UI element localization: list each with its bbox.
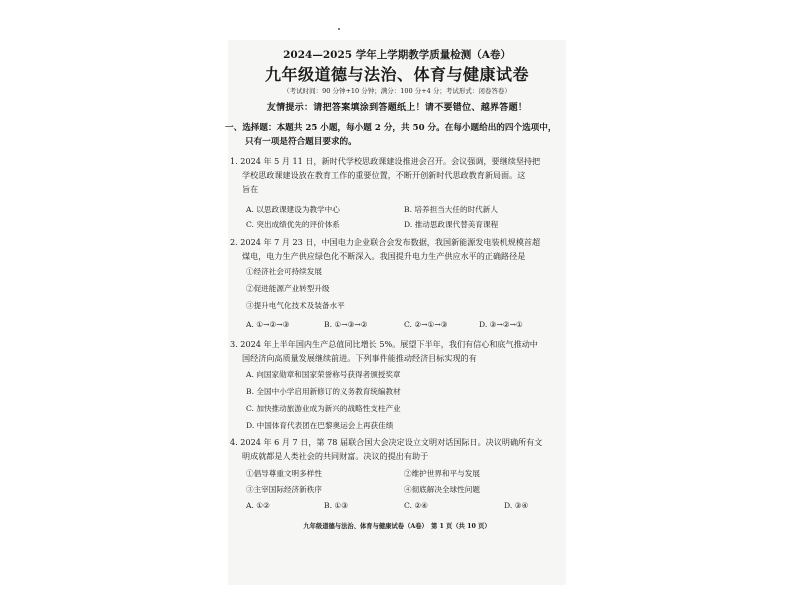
q2-item-2: ②促进能源产业转型升级 [246,284,330,293]
q2-stem-line2: 煤电，电力生产供应绿色化不断深入。我国提升电力生产供应水平的正确路径是 [242,251,526,261]
q4-item-4: ④彻底解决全球性问题 [404,485,480,494]
q4-option-b: B. ①③ [324,501,349,510]
friendly-tip: 友情提示：请把答案填涂到答题纸上！请不要错位、越界答题！ [266,103,528,113]
q3-option-a: A. 向国家勋章和国家荣誉称号获得者颁授奖章 [246,370,401,379]
q2-option-a: A. ①→②→③ [246,320,290,329]
q4-item-3: ③主宰国际经济新秩序 [246,485,322,494]
q1-option-d: D. 推动思政课代替美育课程 [404,220,499,229]
q1-stem-line1: 1. 2024 年 5 月 11 日，新时代学校思政课建设推进会召开。会议强调，要继续坚持把 [230,156,541,166]
q2-option-c: C. ②→①→③ [404,320,448,329]
exam-period-title: 2024—2025 学年上学期教学质量检测（A卷） [283,49,511,61]
page-footer: 九年级道德与法治、体育与健康试卷（A卷） 第 1 页（共 10 页） [303,523,491,530]
q2-option-d: D. ③→②→① [479,320,523,329]
q2-item-3: ③提升电气化技术及装备水平 [246,301,345,310]
q3-option-c: C. 加快推动旅游业成为新兴的战略性支柱产业 [246,404,401,413]
q4-option-a: A. ①② [246,501,270,510]
exam-page [225,40,566,585]
section-heading: 一、选择题：本题共 25 小题，每小题 2 分，共 50 分。在每小题给出的四个选项中， [225,123,557,133]
q3-option-b: B. 全国中小学启用新修订的义务教育统编教材 [246,387,401,396]
exam-info: （考试时间：90 分钟+10 分钟；满分：100 分+4 分；考试形式：闭卷答卷） [283,87,511,95]
q4-stem-line1: 4. 2024 年 6 月 7 日，第 78 届联合国大会决定设立文明对话国际日。决议明确所有文 [230,437,543,447]
q4-item-2: ②维护世界和平与发展 [404,469,480,478]
q3-option-d: D. 中国体育代表团在巴黎奥运会上再获佳绩 [246,421,394,430]
q2-item-1: ①经济社会可持续发展 [246,267,322,276]
section-heading-cont: 只有一项是符合题目要求的。 [245,137,357,147]
q4-option-d: D. ③④ [504,501,529,510]
exam-title: 九年级道德与法治、体育与健康试卷 [264,65,529,84]
q2-option-b: B. ①→③→② [324,320,368,329]
q4-stem-line2: 明成就都是人类社会的共同财富。决议的提出有助于 [242,451,429,461]
q2-stem-line1: 2. 2024 年 7 月 23 日，中国电力企业联合会发布数据，我国新能源发电装机规模首超 [230,237,541,247]
q1-option-b: B. 培养担当大任的时代新人 [404,205,498,214]
q1-option-a: A. 以思政课建设为教学中心 [246,205,340,214]
q4-option-c: C. ②④ [404,501,428,510]
q3-stem-line1: 3. 2024 年上半年国内生产总值同比增长 5%。展望下半年，我们有信心和底气推动中 [230,339,538,349]
q1-stem-line2: 学校思政课建设放在教育工作的重要位置，不断开创新时代思政教育新局面。这 [242,170,526,180]
q1-stem-line3: 旨在 [242,184,259,194]
q1-option-c: C. 突出成绩优先的评价体系 [246,220,340,229]
scan-speck [338,28,340,30]
q4-item-1: ①倡导尊重文明多样性 [246,469,322,478]
q3-stem-line2: 国经济向高质量发展继续前进。下列事件能推动经济目标实现的有 [242,353,477,363]
